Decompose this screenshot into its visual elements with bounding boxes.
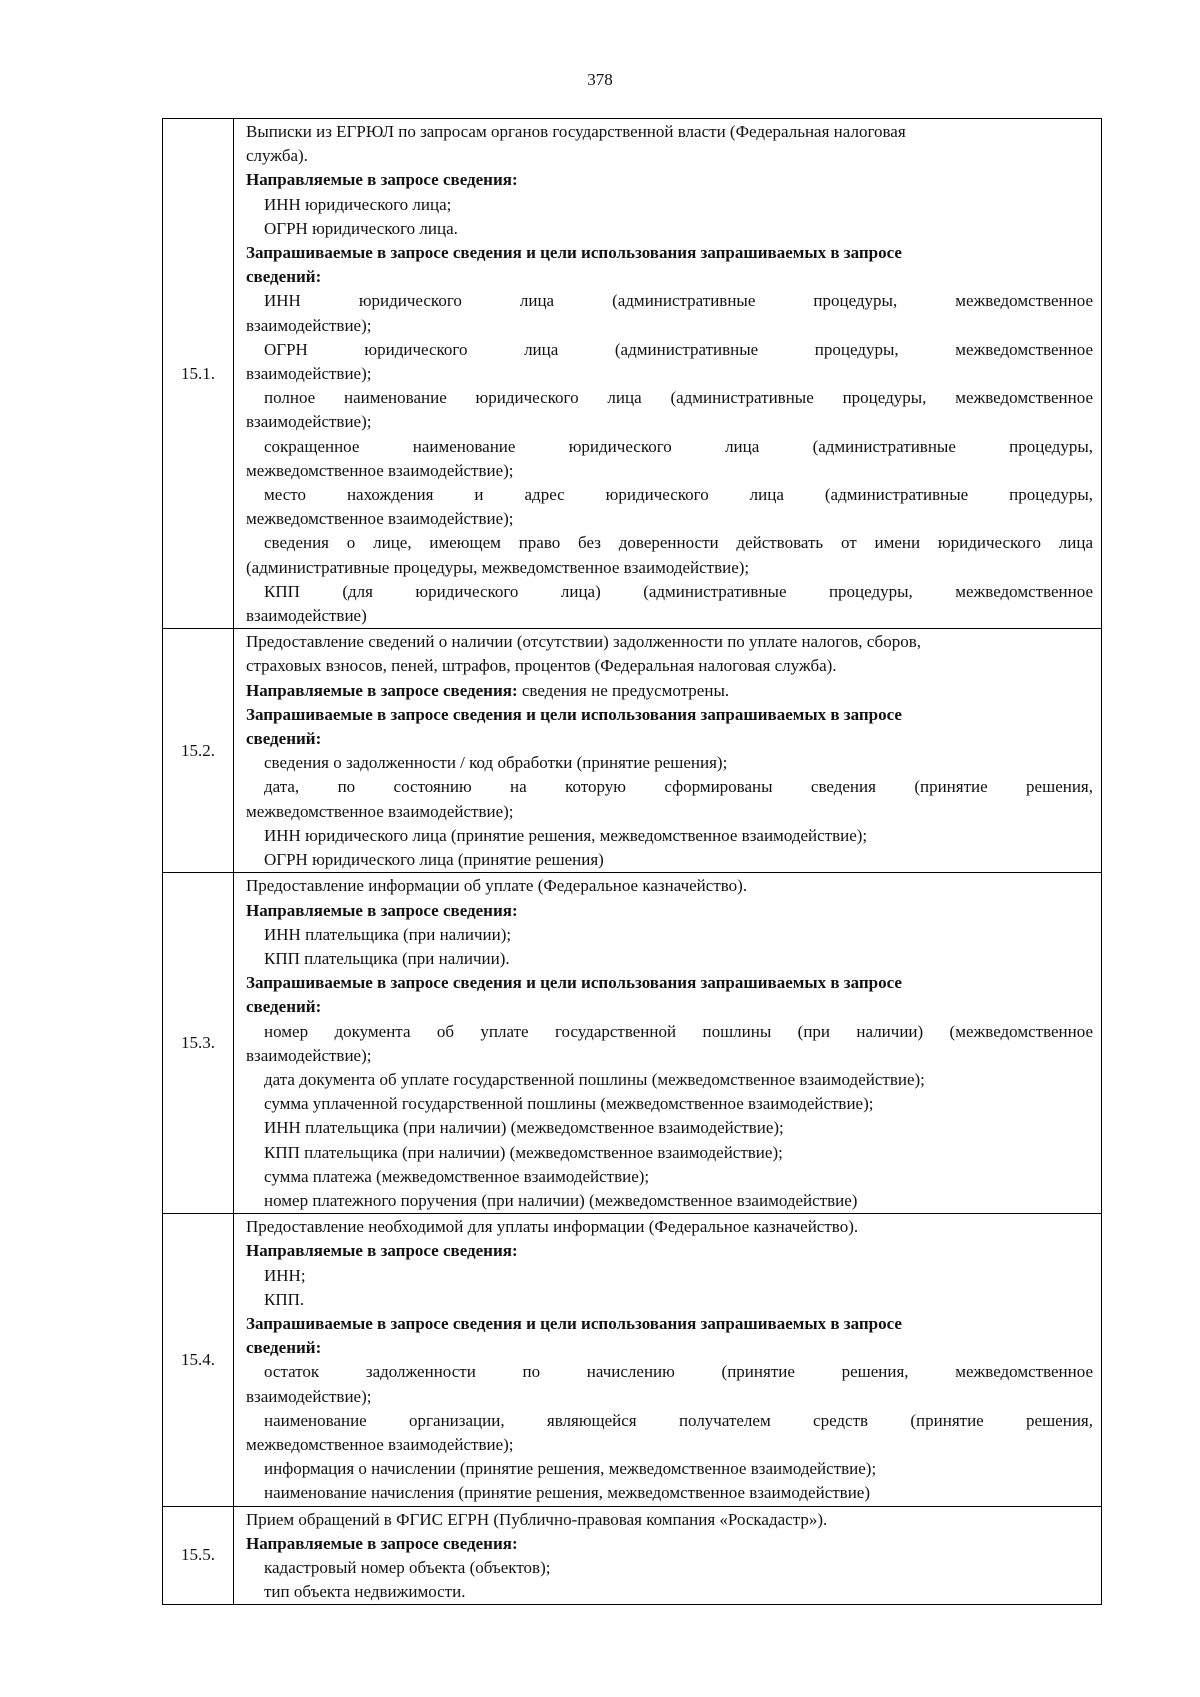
line-text: Прием обращений в ФГИС ЕГРН (Публично-правовая компания «Роскадастр»). xyxy=(246,1509,828,1529)
row-number: 15.4. xyxy=(163,1214,234,1506)
section-heading xyxy=(246,265,1093,289)
list-item xyxy=(246,1068,1093,1092)
line-text: сведений: xyxy=(246,1338,322,1358)
section-heading xyxy=(246,1336,1093,1360)
line-text: дата, по состоянию на которую сформированы сведения (принятие решения, xyxy=(264,777,1093,797)
line-text: место нахождения и адрес юридического лица (административные процедуры, xyxy=(264,485,1093,505)
text-line xyxy=(246,630,1093,654)
list-item xyxy=(246,848,1093,872)
line-text: сведения о лице, имеющем право без доверенности действовать от имени юридического лица xyxy=(264,533,1093,553)
text-line xyxy=(246,1385,1093,1409)
line-text: (административные процедуры, межведомственное взаимодействие); xyxy=(246,557,750,577)
text-line xyxy=(246,362,1093,386)
text-line xyxy=(246,144,1093,168)
list-item xyxy=(246,289,1093,313)
list-item xyxy=(246,947,1093,971)
document-table xyxy=(162,118,1102,1605)
list-item xyxy=(246,1481,1093,1505)
line-text: Предоставление необходимой для уплаты информации (Федеральное казначейство). xyxy=(246,1217,859,1237)
line-text: межведомственное взаимодействие); xyxy=(246,1434,514,1454)
row-content xyxy=(234,119,1102,629)
row-content xyxy=(234,1506,1102,1605)
text-line xyxy=(246,410,1093,434)
list-item xyxy=(246,1556,1093,1580)
row-number: 15.3. xyxy=(163,873,234,1214)
line-text: межведомственное взаимодействие); xyxy=(246,509,514,529)
text-line xyxy=(246,654,1093,678)
row-content xyxy=(234,873,1102,1214)
section-heading xyxy=(246,727,1093,751)
text-line xyxy=(246,1044,1093,1068)
line-text: информация о начислении (принятие решения, межведомственное взаимодействие); xyxy=(264,1459,877,1479)
list-item xyxy=(246,386,1093,410)
line-text: КПП плательщика (при наличии) (межведомственное взаимодействие); xyxy=(264,1142,783,1162)
line-text: сокращенное наименование юридического лица (административные процедуры, xyxy=(264,436,1093,456)
line-text: взаимодействие); xyxy=(246,412,372,432)
line-text: сведений: xyxy=(246,267,322,287)
line-text: межведомственное взаимодействие); xyxy=(246,801,514,821)
text-line xyxy=(246,1508,1093,1532)
text-line xyxy=(246,1433,1093,1457)
list-item xyxy=(246,1360,1093,1384)
line-text: Запрашиваемые в запросе сведения и цели использования запрашиваемых в запросе xyxy=(246,1313,902,1333)
line-text: ОГРН юридического лица (принятие решения) xyxy=(264,850,604,870)
line-text: КПП (для юридического лица) (административные процедуры, межведомственное xyxy=(264,581,1093,601)
table-row xyxy=(163,119,1102,629)
list-item xyxy=(246,1288,1093,1312)
line-text: ИНН юридического лица (административные процедуры, межведомственное xyxy=(264,291,1093,311)
row-content xyxy=(234,1214,1102,1506)
line-text: остаток задолженности по начислению (принятие решения, межведомственное xyxy=(264,1362,1093,1382)
line-text: кадастровый номер объекта (объектов); xyxy=(264,1557,551,1577)
list-item xyxy=(246,775,1093,799)
table-body xyxy=(163,119,1102,1605)
table-row xyxy=(163,1214,1102,1506)
page-number: 378 xyxy=(587,70,613,89)
line-text: взаимодействие); xyxy=(246,364,372,384)
list-item xyxy=(246,580,1093,604)
section-heading xyxy=(246,1312,1093,1336)
line-text: ИНН плательщика (при наличии) (межведомственное взаимодействие); xyxy=(264,1118,784,1138)
section-heading xyxy=(246,241,1093,265)
list-item xyxy=(246,1409,1093,1433)
line-text: сведения о задолженности / код обработки (принятие решения); xyxy=(264,753,728,773)
list-item xyxy=(246,1116,1093,1140)
list-item xyxy=(246,824,1093,848)
list-item xyxy=(246,1457,1093,1481)
text-line xyxy=(246,120,1093,144)
list-item xyxy=(246,1189,1093,1213)
row-content xyxy=(234,629,1102,873)
line-text: сумма платежа (межведомственное взаимодействие); xyxy=(264,1166,650,1186)
text-line xyxy=(246,507,1093,531)
line-text: ИНН юридического лица; xyxy=(264,194,452,214)
section-heading xyxy=(246,1239,1093,1263)
line-text: взаимодействие); xyxy=(246,315,372,335)
line-tail-text: сведения не предусмотрены. xyxy=(517,680,730,700)
line-text: межведомственное взаимодействие); xyxy=(246,460,514,480)
list-item xyxy=(246,1020,1093,1044)
list-item xyxy=(246,483,1093,507)
line-text: сведений: xyxy=(246,997,322,1017)
line-text: сумма уплаченной государственной пошлины (межведомственное взаимодействие); xyxy=(264,1094,874,1114)
list-item xyxy=(246,1092,1093,1116)
text-line xyxy=(246,556,1093,580)
section-heading xyxy=(246,899,1093,923)
list-item xyxy=(246,1264,1093,1288)
text-line xyxy=(246,800,1093,824)
text-line xyxy=(246,874,1093,898)
list-item xyxy=(246,1165,1093,1189)
line-text: Направляемые в запросе сведения: xyxy=(246,1241,518,1261)
list-item xyxy=(246,923,1093,947)
list-item xyxy=(246,217,1093,241)
section-heading xyxy=(246,168,1093,192)
table-row xyxy=(163,629,1102,873)
text-line xyxy=(246,314,1093,338)
line-text: взаимодействие); xyxy=(246,1045,372,1065)
line-text: Направляемые в запросе сведения: xyxy=(246,680,518,700)
line-text: Направляемые в запросе сведения: xyxy=(246,900,518,920)
line-text: Направляемые в запросе сведения: xyxy=(246,170,518,190)
line-text: наименование начисления (принятие решения, межведомственное взаимодействие) xyxy=(264,1483,870,1503)
section-heading xyxy=(246,995,1093,1019)
line-text: КПП плательщика (при наличии). xyxy=(264,948,510,968)
section-heading xyxy=(246,703,1093,727)
line-text: наименование организации, являющейся получателем средств (принятие решения, xyxy=(264,1410,1093,1430)
list-item xyxy=(246,338,1093,362)
text-line xyxy=(246,1215,1093,1239)
row-number: 15.2. xyxy=(163,629,234,873)
section-heading xyxy=(246,1532,1093,1556)
line-text: Предоставление информации об уплате (Федеральное казначейство). xyxy=(246,876,748,896)
line-text: Предоставление сведений о наличии (отсутствии) задолженности по уплате налогов, сборов, xyxy=(246,632,921,652)
section-heading xyxy=(246,679,1093,703)
line-text: тип объекта недвижимости. xyxy=(264,1582,466,1602)
list-item xyxy=(246,531,1093,555)
line-text: полное наименование юридического лица (административные процедуры, межведомственное xyxy=(264,388,1093,408)
line-text: ИНН; xyxy=(264,1265,306,1285)
line-text: сведений: xyxy=(246,729,322,749)
line-text: взаимодействие) xyxy=(246,606,367,626)
line-text: служба). xyxy=(246,146,308,166)
line-text: дата документа об уплате государственной пошлины (межведомственное взаимодействие); xyxy=(264,1069,925,1089)
table-row xyxy=(163,873,1102,1214)
line-text: номер платежного поручения (при наличии) (межведомственное взаимодействие) xyxy=(264,1190,858,1210)
line-text: Запрашиваемые в запросе сведения и цели использования запрашиваемых в запросе xyxy=(246,243,902,263)
table-row xyxy=(163,1506,1102,1605)
line-text: КПП. xyxy=(264,1289,305,1309)
line-text: страховых взносов, пеней, штрафов, процентов (Федеральная налоговая служба). xyxy=(246,656,837,676)
line-text: ОГРН юридического лица. xyxy=(264,218,458,238)
line-text: взаимодействие); xyxy=(246,1386,372,1406)
list-item xyxy=(246,751,1093,775)
list-item xyxy=(246,1580,1093,1604)
line-text: ИНН юридического лица (принятие решения, межведомственное взаимодействие); xyxy=(264,825,868,845)
row-number: 15.1. xyxy=(163,119,234,629)
row-number: 15.5. xyxy=(163,1506,234,1605)
text-line xyxy=(246,459,1093,483)
line-text: Запрашиваемые в запросе сведения и цели использования запрашиваемых в запросе xyxy=(246,704,902,724)
line-text: Выписки из ЕГРЮЛ по запросам органов государственной власти (Федеральная налоговая xyxy=(246,122,906,141)
list-item xyxy=(246,193,1093,217)
line-text: Запрашиваемые в запросе сведения и цели использования запрашиваемых в запросе xyxy=(246,973,902,993)
section-heading xyxy=(246,971,1093,995)
line-text: ОГРН юридического лица (административные процедуры, межведомственное xyxy=(264,339,1093,359)
text-line xyxy=(246,604,1093,628)
list-item xyxy=(246,1141,1093,1165)
line-text: ИНН плательщика (при наличии); xyxy=(264,924,512,944)
line-text: Направляемые в запросе сведения: xyxy=(246,1533,518,1553)
line-text: номер документа об уплате государственной пошлины (при наличии) (межведомственное xyxy=(264,1021,1093,1041)
list-item xyxy=(246,435,1093,459)
